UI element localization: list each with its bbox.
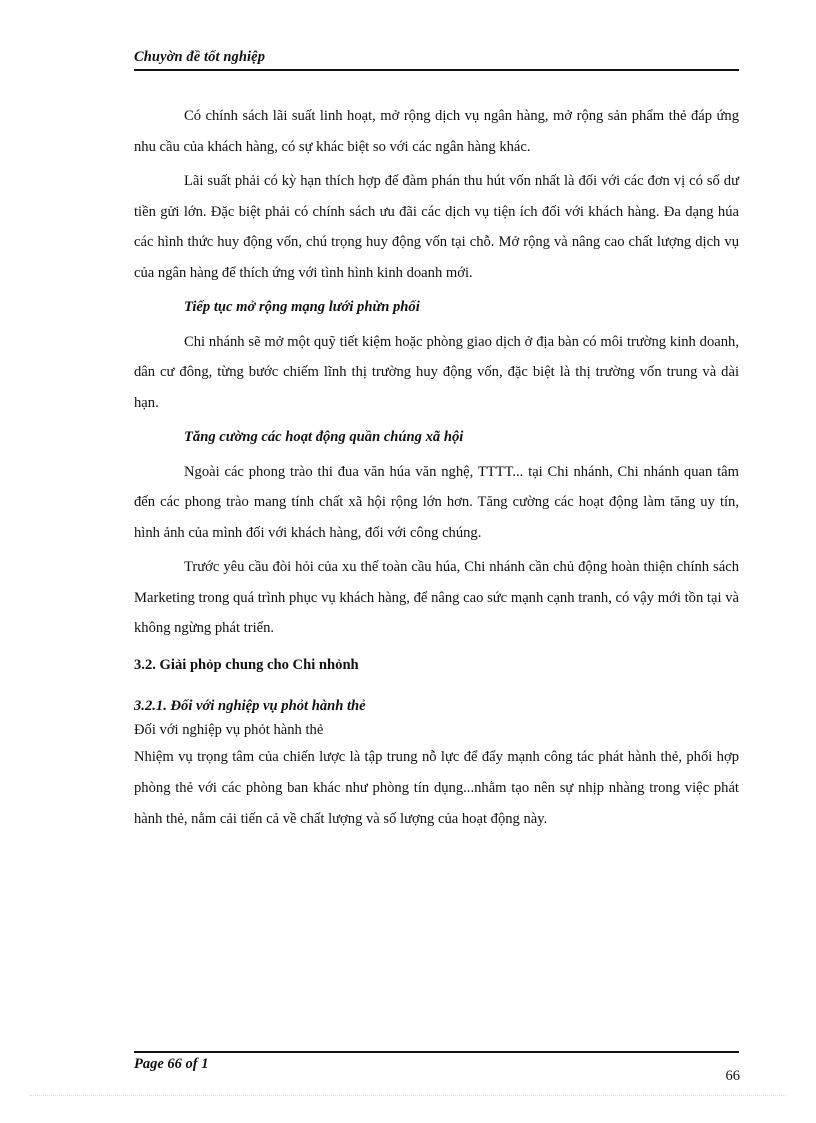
footer-page-label: Page 66 of 1	[134, 1056, 209, 1072]
subheading-distribution-network: Tiếp tục mở rộng mạng lưới phừn phối	[184, 299, 420, 315]
running-header-title: Chuyờn đề tốt nghiệp	[134, 49, 266, 65]
page-bottom-dotted-line	[30, 1095, 786, 1096]
subsection-heading-3-2-1: 3.2.1. Đối với nghiệp vụ phỏt hành thẻ	[134, 698, 366, 714]
page-body	[134, 101, 739, 835]
subheading-social-activities: Tăng cường các hoạt động quần chúng xã hội	[184, 429, 464, 445]
paragraph-branch-expansion: Chi nhánh sẽ mở một quỹ tiết kiệm hoặc phòng giao dịch ở địa bàn có môi trường kinh doanh, dân cư đông, từng bước chiếm lĩnh thị trường huy động vốn, đặc biệt là thị trường vốn trung và dài hạn.	[134, 333, 739, 411]
section-heading-3-2: 3.2. Giải phỏp chung cho Chi nhỏnh	[134, 656, 359, 673]
paragraph-interest-terms: Lãi suất phải có kỳ hạn thích hợp để đàm phán thu hút vốn nhất là đối với các đơn vị có số dư tiền gửi lớn. Đặc biệt phải có chính sách ưu đãi các dịch vụ tiện ích đối với khách hàng. Đa dạng húa các hình thức huy động vốn, chú trọng huy động vốn tại chỗ. Mở rộng và nâng cao chất lượng dịch vụ của ngân hàng để thích ứng với tình hình kinh doanh mới.	[134, 173, 739, 281]
paragraph-social-activities: Ngoài các phong trào thi đua văn húa văn nghệ, TTTT... tại Chi nhánh, Chi nhánh quan tâm đến các phong trào mang tính chất xã hội rộng lớn hơn. Tăng cường các hoạt động làm tăng uy tín, hình ảnh của mình đối với khách hàng, đối với công chúng.	[134, 463, 739, 541]
header-rule	[134, 69, 739, 71]
subsection-plain-title: Đối với nghiệp vụ phỏt hành thẻ	[134, 722, 324, 738]
paragraph-interest-policy: Có chính sách lãi suất linh hoạt, mở rộng dịch vụ ngân hàng, mở rộng sản phẩm thẻ đáp ứng nhu cầu của khách hàng, có sự khác biệt so với các ngân hàng khác.	[134, 108, 739, 155]
paragraph-globalization: Trước yêu cầu đòi hỏi của xu thế toàn cầu húa, Chi nhánh cần chủ động hoàn thiện chính sách Marketing trong quá trình phục vụ khách hàng, để nâng cao sức mạnh cạnh tranh, có vậy mới tồn tại và không ngừng phát triển.	[134, 559, 739, 636]
page-number: 66	[725, 1068, 740, 1084]
paragraph-card-issuance: Nhiệm vụ trọng tâm của chiến lược là tập trung nỗ lực để đẩy mạnh công tác phát hành thẻ, phối hợp phòng thẻ với các phòng ban khác như phòng tín dụng...nhằm tạo nên sự nhịp nhàng trong việc phát hành thẻ, nằm cải tiến cả về chất lượng và số lượng của hoạt động này.	[134, 749, 739, 827]
footer-rule	[134, 1051, 739, 1053]
